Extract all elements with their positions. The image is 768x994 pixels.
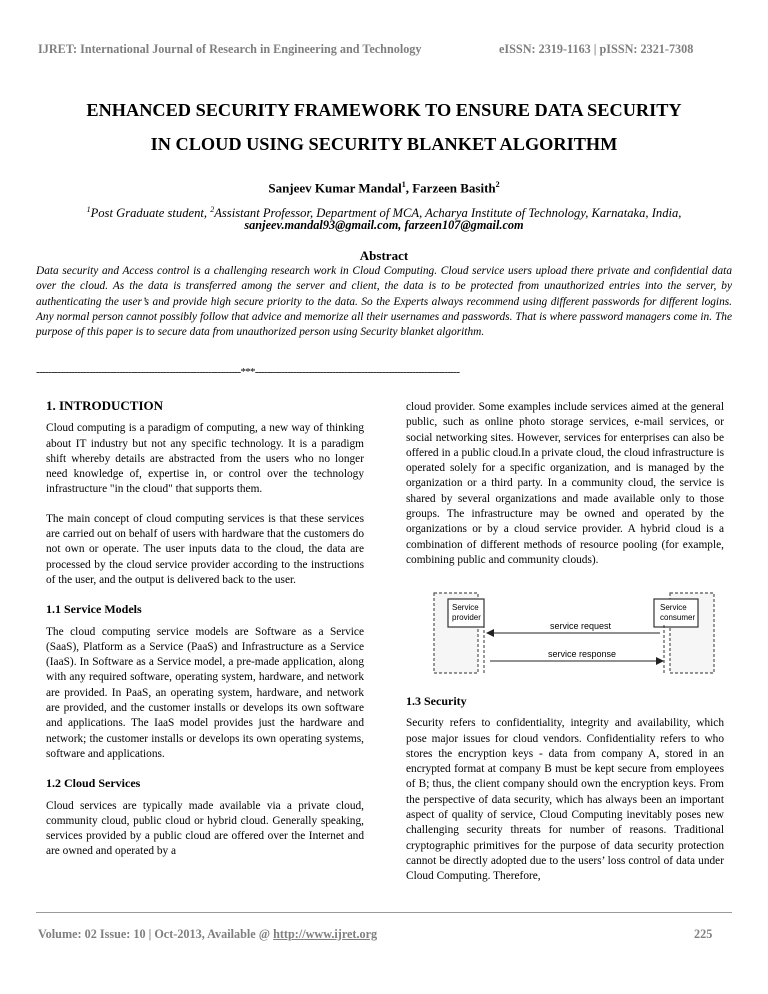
title-line-1: ENHANCED SECURITY FRAMEWORK TO ENSURE DATA SECURITY (86, 100, 682, 120)
affil-sup-1: 1 (86, 205, 91, 214)
cloud-services-paragraph-cont: cloud provider. Some examples include services aimed at the general public, such as online photo storage services, e-mail services, or social networking sites. However, services for enterprises can also be offered in a public cloud.In a private cloud, the cloud infrastructure is operated solely for a specific organization, and is managed by the organization or a third party. In a community cloud, the service is shared by several organizations and made available only to those groups. The infrastructure may be owned and operated by the organizations or by a cloud service provider. A hybrid cloud is a combination of different methods of resource pooling (for example, combining public and community clouds). (406, 401, 724, 566)
section-separator: ---------------------------------------------------------------------***--------------------------------------------------------------------- (36, 366, 460, 378)
affil-part-2: Assistant Professor, Department of MCA, Acharya Institute of Technology, Karnataka, India, (214, 206, 682, 221)
affil-part-1: Post Graduate student, (90, 206, 211, 221)
issn-header: eISSN: 2319-1163 | pISSN: 2321-7308 (499, 42, 694, 56)
footer-url-link[interactable]: http://www.ijret.org (273, 927, 378, 941)
service-models-heading: 1.1 Service Models (46, 602, 142, 617)
footer-volume (38, 927, 377, 942)
author-1-sup: 1 (401, 180, 406, 189)
left-column (46, 398, 364, 874)
consumer-label-2: consumer (660, 613, 696, 622)
response-arrowhead (656, 657, 664, 665)
footer-divider (36, 912, 732, 913)
intro-heading: 1. INTRODUCTION (46, 398, 164, 413)
author-emails: sanjeev.mandal93@gmail.com, farzeen107@gmail.com (244, 218, 524, 232)
request-label: service request (550, 621, 612, 631)
provider-label-2: provider (452, 613, 481, 622)
journal-header: IJRET: International Journal of Research in Engineering and Technology (38, 42, 422, 56)
right-column-top (406, 400, 724, 582)
provider-label-1: Service (452, 603, 479, 612)
abstract-text: Data security and Access control is a challenging research work in Cloud Computing. Cloud service users upload there private and confidential data over the cloud. As the data is transferred among the server and client, the data is to be protected from unauthorized entries into the server, by authenticating the user’s and provide high secure priority to the data. So the Experts always recommend using different passwords for different logins. Any normal person cannot possibly follow that advice and memorize all their usernames and passwords. That is where password managers come in. The purpose of this paper is to secure data from unauthorized person using Security blanket algorithm. (36, 265, 732, 339)
author-2-sup: 2 (495, 180, 500, 189)
cloud-services-paragraph: Cloud services are typically made available via a private cloud, community cloud, public cloud or hybrid cloud. Generally speaking, services provided by a public cloud are offered over the Internet and are owned and operated by a (46, 799, 364, 858)
response-label: service response (548, 649, 617, 659)
author-sep: , (405, 180, 413, 196)
intro-paragraph-1: Cloud computing is a paradigm of computing, a new way of thinking about IT industry but not any specific technology. It is a paradigm shift whereby details are abstracted from the users who no longer need knowledge of, expertise in, or control over the technology infrastructure "in the cloud" that supports them. (46, 422, 364, 496)
affil-sup-2: 2 (210, 205, 215, 214)
right-column-bottom (406, 694, 724, 899)
footer-volume-text: Volume: 02 Issue: 10 | Oct-2013, Available @ (38, 927, 274, 941)
request-arrowhead (486, 629, 494, 637)
cloud-services-heading: 1.2 Cloud Services (46, 776, 141, 791)
authors (30, 180, 738, 196)
abstract-heading: Abstract (359, 248, 409, 263)
author-1: Sanjeev Kumar Mandal (268, 180, 402, 196)
intro-paragraph-2: The main concept of cloud computing services is that these services are carried out on behalf of users with hardware that the customers do not own or operate. The user inputs data to the cloud, the data are processed by the cloud service provider according to the instructions of the user, and the output is delivered back to the user. (46, 512, 364, 586)
security-paragraph: Security refers to confidentiality, integrity and availability, which pose major issues for cloud vendors. Confidentiality refers to who stores the encryption keys - data from company A, stored in an encrypted format at company B must be kept secure from employees of B; thus, the client company should own the encryption keys. From the perspective of data security, which has always been an important aspect of quality of service, Cloud Computing inevitably poses new challenging security threats for number of reasons. Traditional cryptographic primitives for the purpose of data security protection cannot be directly adopted due to the users’ loss control of data under Cloud Computing. Therefore, (406, 717, 724, 883)
paper-title (30, 93, 738, 161)
security-heading: 1.3 Security (406, 694, 467, 708)
author-2: Farzeen Basith (412, 180, 496, 196)
service-models-paragraph: The cloud computing service models are Software as a Service (SaaS), Platform as a Service (PaaS) and Infrastructure as a Service (IaaS). In Software as a Service model, a pre-made application, along with any required software, operating system, hardware, and network are provided. In PaaS, an operating system, hardware, and network are provided, and the customer installs or develops its own software and applications. The IaaS model provides just the hardware and network; the customer installs or develops its own operating systems, software and applications. (46, 625, 364, 760)
consumer-label-1: Service (660, 603, 687, 612)
service-diagram (430, 585, 720, 679)
title-line-2: IN CLOUD USING SECURITY BLANKET ALGORITHM (150, 134, 618, 154)
page-number: 225 (694, 927, 713, 941)
